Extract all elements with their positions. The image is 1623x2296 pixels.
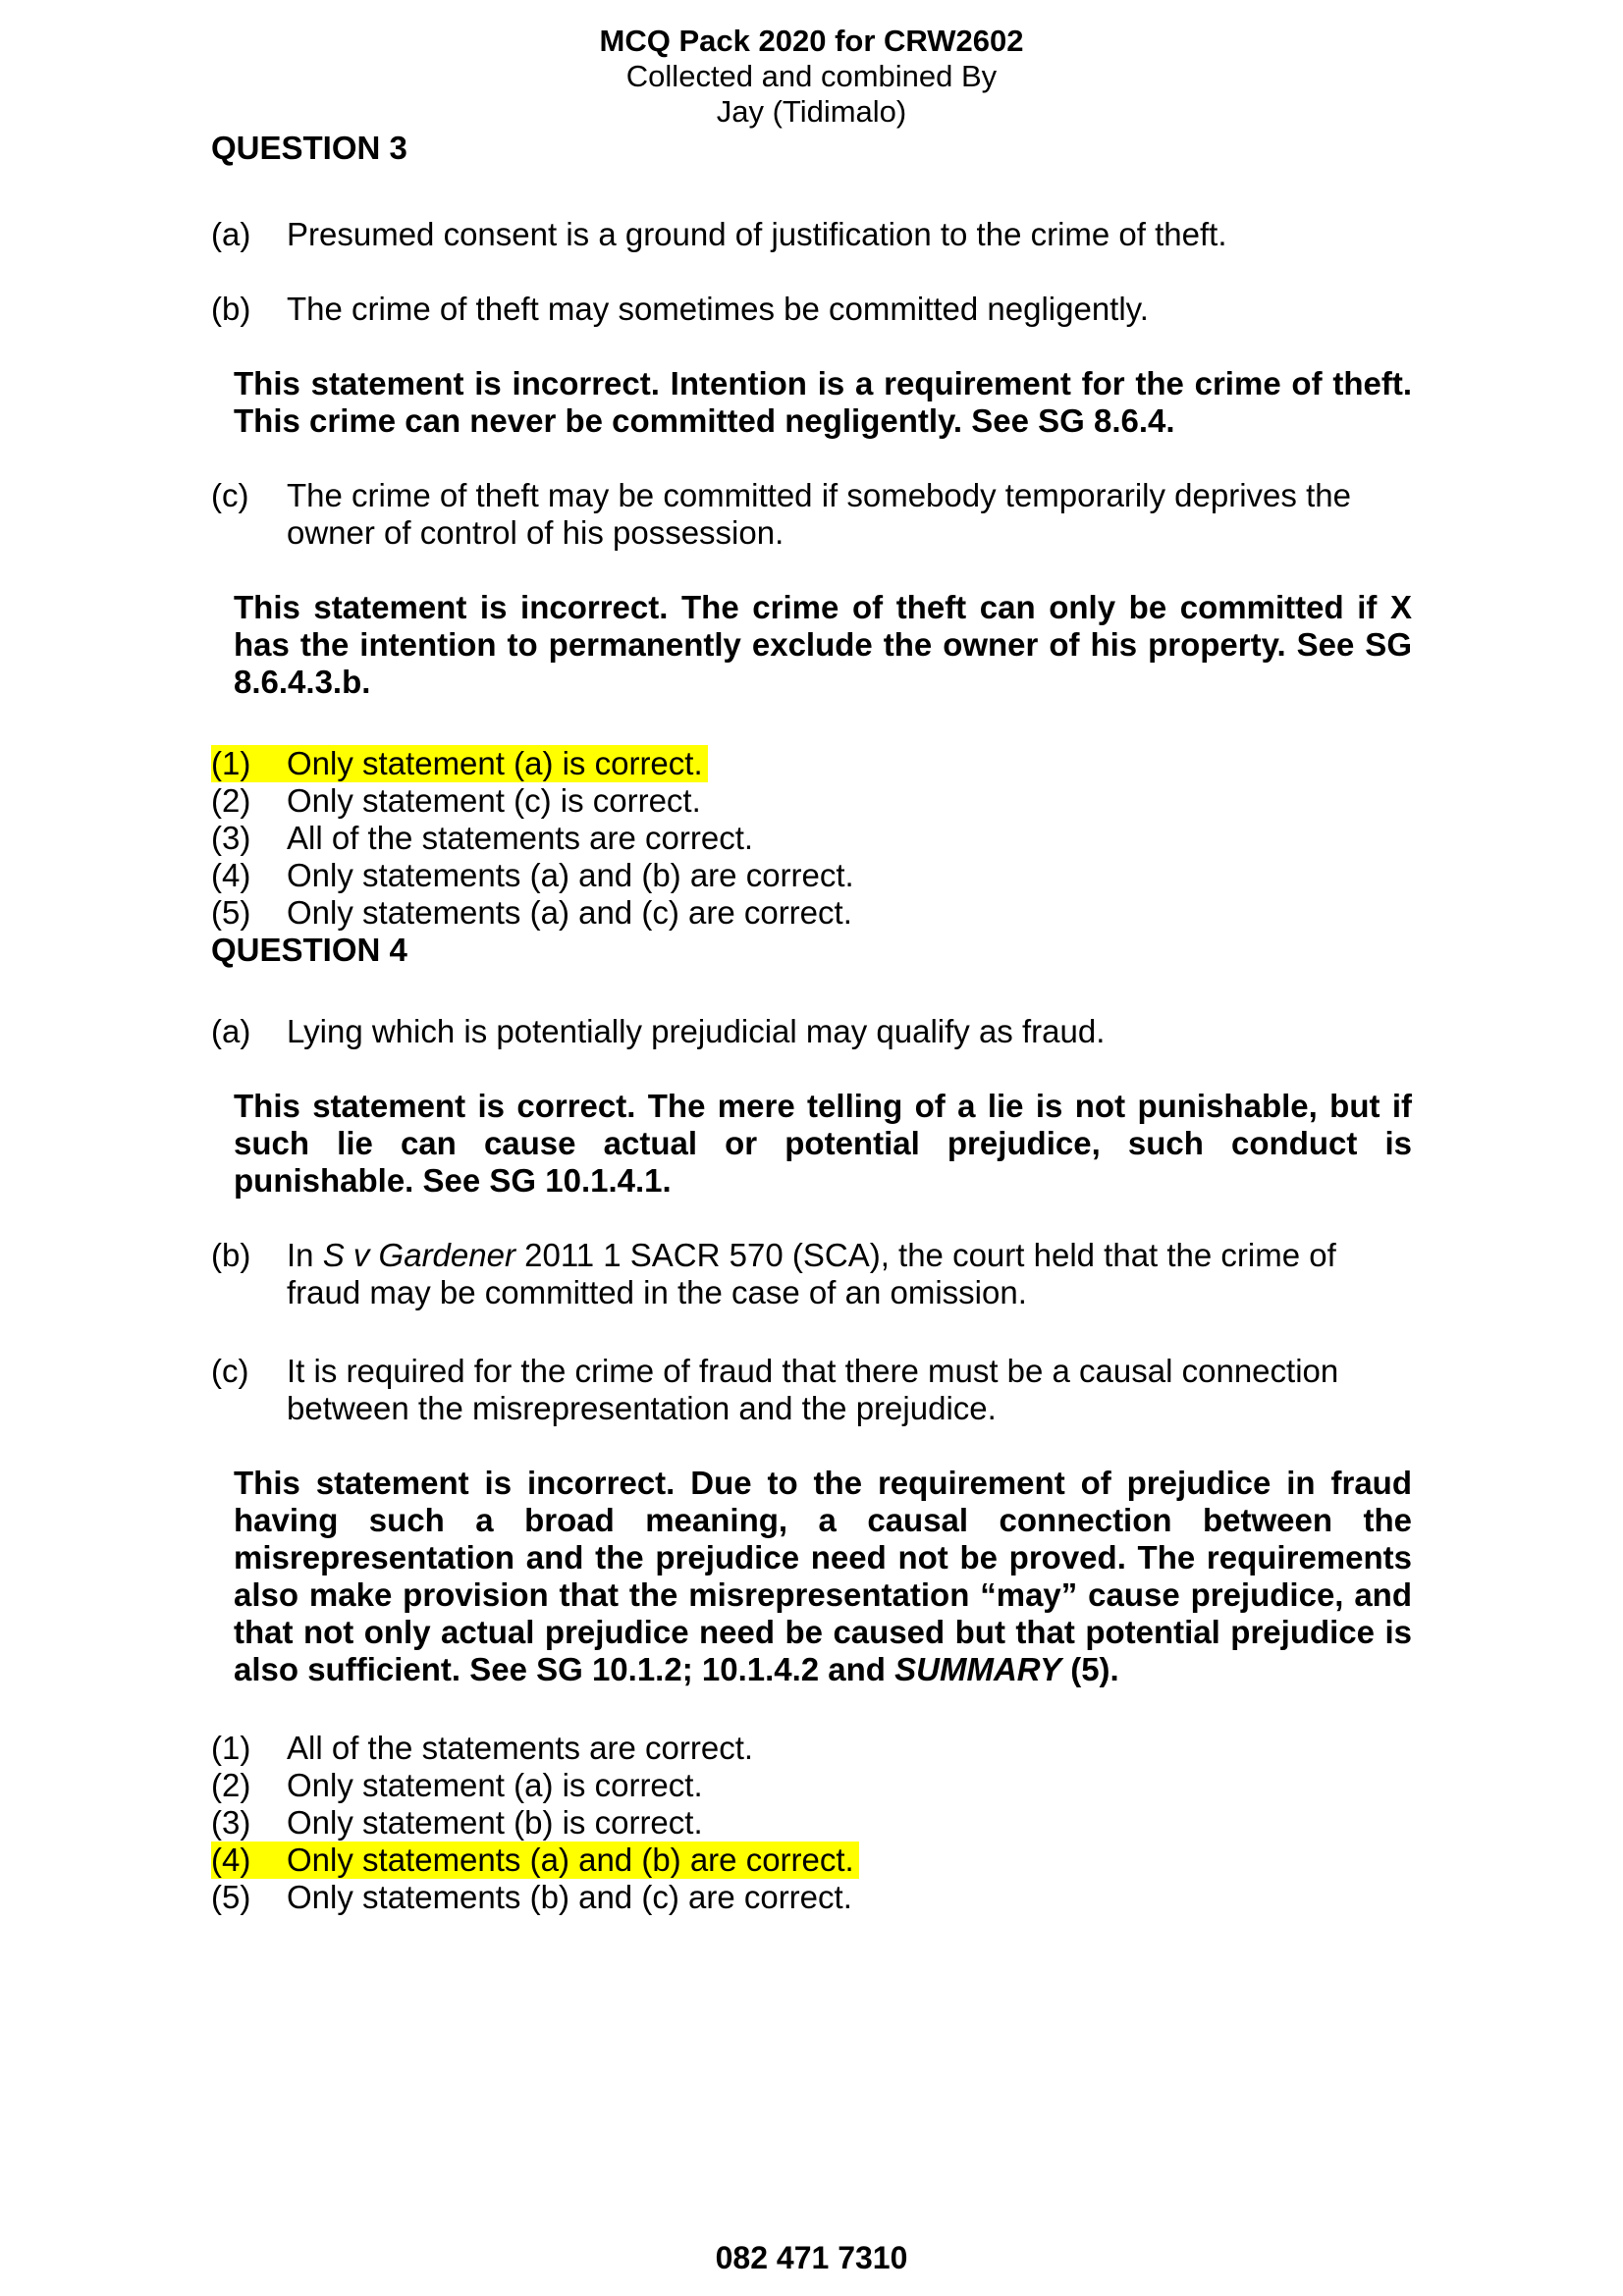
question-4-options: [211, 1730, 1412, 1916]
question-3-statement-c: [211, 477, 1412, 552]
statement-label: (c): [211, 1353, 249, 1389]
option-text: Only statements (a) and (b) are correct.: [287, 1842, 854, 1878]
option-text: Only statement (c) is correct.: [287, 782, 701, 819]
option-label: (5): [211, 1879, 251, 1915]
case-citation: S v Gardener: [322, 1237, 515, 1273]
option-label: (2): [211, 782, 251, 819]
option-text: Only statements (b) and (c) are correct.: [287, 1879, 852, 1915]
option-label: (1): [211, 745, 251, 781]
question-4-statement-a: [211, 1013, 1412, 1050]
statement-text-prefix: In: [287, 1237, 323, 1273]
document-author: Jay (Tidimalo): [716, 94, 907, 129]
question-4-statement-b: [211, 1237, 1412, 1311]
option-text: Only statement (a) is correct.: [287, 1767, 703, 1803]
statement-text: It is required for the crime of fraud that there must be a causal connection between the misrepresentation and the prejudice.: [287, 1353, 1339, 1426]
option-label: (5): [211, 894, 251, 931]
option-text: Only statements (a) and (c) are correct.: [287, 894, 852, 931]
question-3-answer-b: This statement is incorrect. Intention is a requirement for the crime of theft. This crime can never be committed negligently. See SG 8.6.4.: [234, 365, 1412, 439]
question-3-statement-b: [211, 291, 1412, 328]
statement-text: Presumed consent is a ground of justification to the crime of theft.: [287, 216, 1227, 252]
question-3-statement-a: [211, 216, 1412, 253]
statement-label: (a): [211, 216, 251, 252]
statement-text-suffix: 2011 1 SACR 570 (SCA), the court held that the crime of fraud may be committed in the case of an omission.: [287, 1237, 1336, 1310]
option-4: [211, 857, 859, 894]
document-subtitle: Collected and combined By: [625, 59, 998, 93]
statement-text: Lying which is potentially prejudicial may qualify as fraud.: [287, 1013, 1106, 1049]
document-header: [211, 24, 1412, 130]
footer-phone-number: 082 471 7310: [715, 2240, 908, 2275]
statement-text: The crime of theft may be committed if somebody temporarily deprives the owner of control of his possession.: [287, 477, 1351, 551]
statement-label: (c): [211, 477, 249, 513]
option-5: [211, 1879, 857, 1916]
statement-label: (a): [211, 1013, 251, 1049]
statement-label: (b): [211, 291, 251, 327]
question-4-answer-a: This statement is correct. The mere telling of a lie is not punishable, but if such lie can cause actual or potential prejudice, such conduct is punishable. See SG 10.1.4.1.: [234, 1088, 1412, 1199]
option-label: (2): [211, 1767, 251, 1803]
question-4-heading: QUESTION 4: [211, 932, 407, 968]
option-label: (3): [211, 1804, 251, 1841]
option-label: (4): [211, 857, 251, 893]
statement-label: (b): [211, 1237, 251, 1273]
option-text: All of the statements are correct.: [287, 1730, 754, 1766]
statement-text: The crime of theft may sometimes be committed negligently.: [287, 291, 1149, 327]
option-2: [211, 1767, 708, 1804]
document-title: MCQ Pack 2020 for CRW2602: [599, 24, 1024, 58]
option-3: [211, 1804, 708, 1842]
summary-reference: SUMMARY: [894, 1651, 1062, 1687]
option-5: [211, 894, 857, 932]
question-3-options: [211, 745, 1412, 932]
option-1: [211, 1730, 758, 1767]
option-2: [211, 782, 706, 820]
question-3-heading: QUESTION 3: [211, 130, 407, 166]
option-text: All of the statements are correct.: [287, 820, 754, 856]
question-3-answer-c: This statement is incorrect. The crime of theft can only be committed if X has the intention to permanently exclude the owner of his property. See SG 8.6.4.3.b.: [234, 589, 1412, 700]
question-4-answer-c: [234, 1465, 1412, 1688]
option-3: [211, 820, 758, 857]
option-4: [211, 1842, 859, 1879]
option-text: Only statements (a) and (b) are correct.: [287, 857, 854, 893]
option-label: (1): [211, 1730, 251, 1766]
statement-text: [287, 1237, 1412, 1311]
option-text: Only statement (b) is correct.: [287, 1804, 703, 1841]
answer-text-tail: (5).: [1061, 1651, 1119, 1687]
option-text: Only statement (a) is correct.: [287, 745, 703, 781]
option-1: [211, 745, 708, 782]
question-4-statement-c: [211, 1353, 1412, 1427]
option-label: (3): [211, 820, 251, 856]
option-label: (4): [211, 1842, 251, 1878]
answer-text: This statement is incorrect. Due to the requirement of prejudice in fraud having such a broad meaning, a causal connection between the misrepresentation and the prejudice need not be proved. The requirements also make provision that the misrepresentation “may” cause prejudice, and that not only actual prejudice need be caused but that potential prejudice is also sufficient. See SG 10.1.2; 10.1.4.2 and: [234, 1465, 1412, 1687]
